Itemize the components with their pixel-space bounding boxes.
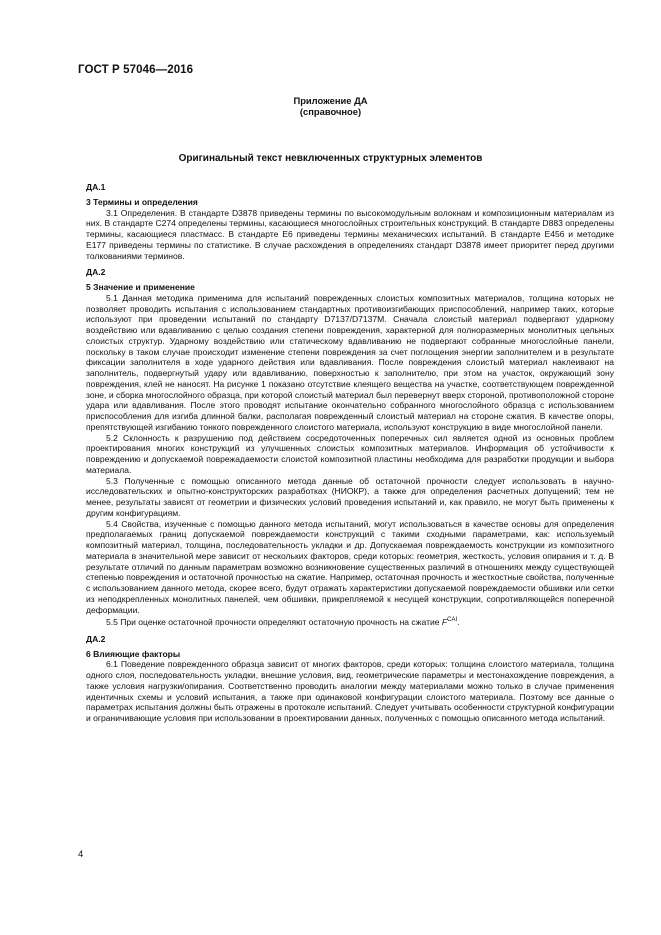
- section-heading: 5 Значение и применение: [86, 282, 195, 292]
- paragraph-5-5: [86, 615, 614, 628]
- paragraph-text: 5.5 При оценке остаточной прочности определяют остаточную прочность на сжатие: [106, 617, 442, 628]
- paragraph: 5.4 Свойства, изученные с помощью данного метода испытаний, могут использоваться в качестве основы для определения предполагаемых границ допускаемой повреждаемости конструкций с такими сходными параметрами, как: используемый композитный материал, толщина, последовательность укладки и др. Допускаемая повреждаемость конструкции из композитного материала в значительной мере зависит от нескольких факторов, среди которых: геометрия, жесткость, условия опирания и т. д. В результате отличий по данным параметрам возможно возникновение существенных различий в отношениях между существующей степенью повреждения и остаточной прочностью на сжатие. Например, остаточная прочность и жесткостные свойства, полученные с использованием данного метода, скорее всего, будут отражать характеристики допускаемой повреждаемости обшивки или сетки из неподкрепленных монолитных панелей, чем обшивки, прикрепляемой к несущей конструкции, сопротивляющейся поперечной деформации.: [86, 518, 614, 615]
- section-label: ДА.2: [86, 267, 106, 278]
- symbol-superscript: CAI: [447, 617, 458, 624]
- main-title: Оригинальный текст невключенных структурных элементов: [178, 153, 483, 164]
- paragraph: 5.2 Склонность к разрушению под действием сосредоточенных поперечных сил является одной из основных проблем проектирования многих конструкций из улучшенных слоистых композитных материалов. Информация об устойчивости к повреждению и допускаемой поврежадаемости слоистой композитной пластины необходима для разработки продукции и выбора материала.: [86, 432, 614, 475]
- section-heading: 6 Влияющие факторы: [86, 648, 181, 659]
- paragraph: 5.1 Данная методика применима для испытаний поврежденных слоистых композитных материалов, толщина которых не позволяет проводить испытания с использованием стандартных противоизгибающих приспособлений, например таких, которые используют при проведении испытаний по стандарту D7137/D7137M. Сначала слоистый материал подвергают ударному воздействию или вдавливанию с целью создания степени повреждения, характерной для полноразмерных монолитных цельных слоистых структур. Ударному воздействию или статическому вдавливанию не подвергают собранные многослойные панели, поскольку в таком случае происходит изменение степени повреждения за счет поглощения энергии заполнителем и в результате фиксации заполнителя в ходе ударного действия или вдавливания. После повреждения слоистый материал наклеивают на заполнитель, подвергнутый удару или вдавливанию, поверхностью к заполнителю, при этом на участок, окружающий зону повреждения, клей не наносят. На рисунке 1 показано отсутствие клеящего вещества на участке, соответствующем поврежденной зоне, и сборка многослойного образца, при которой слоистый материал был перевернут вверх стороной, противоположной стороне удара или вдавливания. После этого проводят испытание окончательно собранного многослойного образца с использованием приспособления для изгиба длинной балки, располагая поврежденный слоистый материал на стороне сжатия. В качестве опоры, препятствующей изгибанию тонкого поврежденного слоистого материала, используют конструкцию в виде многослойной панели.: [86, 292, 614, 432]
- page-number: 4: [78, 849, 84, 860]
- paragraph: 3.1 Определения. В стандарте D3878 приведены термины по высокомодульным волокнам и композиционным материалам из них. В стандарте C274 определены термины, касающиеся многослойных строительных конструкций. В стандарте D883 определены термины, касающиеся пластмасс. В стандарте E6 приведены термины механических испытаний. В стандарте E456 и методике E177 приведены термины по статистике. В случае расхождения в определениях стандарт D3878 имеет приоритет перед другими толкованиями терминов.: [86, 207, 614, 261]
- section-label: ДА.2: [86, 633, 106, 644]
- paragraph: 5.3 Полученные с помощью описанного метода данные об остаточной прочности следует использовать в научно-исследовательских и опытно-конструкторских разработках (НИОКР), а также для определения расчетных допущений; тем не менее, результаты зависят от геометрии и физических условий проведения испытаний и, как правило, не могут быть применены к другим конфигурациям.: [86, 475, 614, 518]
- symbol-f: F: [441, 617, 448, 628]
- paragraph: 6.1 Поведение поврежденного образца зависит от многих факторов, среди которых: толщина слоистого материала, толщина одного слоя, последовательность укладки, внешние условия, вид, геометрические параметры и местонахождение повреждения, а также условия нагрузки/опирания. Соответственно проводить аналогии между материалами можно только в случае применения идентичных схемы и условий испытания, а также при одинаковой конфигурации слоистого материала. Поэтому все данные о параметрах испытания должны быть отражены в протоколе испытаний. Следует учитывать особенности структурной конфигурации и ограничивающие условия при использовании в проектировании данных, полученных с помощью описанного метода испытаний.: [86, 659, 614, 724]
- appendix-title: Приложение ДА: [293, 95, 368, 106]
- section-label: ДА.1: [86, 182, 106, 192]
- paragraph-end: .: [457, 617, 460, 628]
- appendix-subtitle: (справочное): [299, 106, 362, 117]
- section-heading: 3 Термины и определения: [86, 196, 198, 207]
- standard-designation: ГОСТ Р 57046—2016: [78, 64, 194, 76]
- document-body: [86, 182, 614, 724]
